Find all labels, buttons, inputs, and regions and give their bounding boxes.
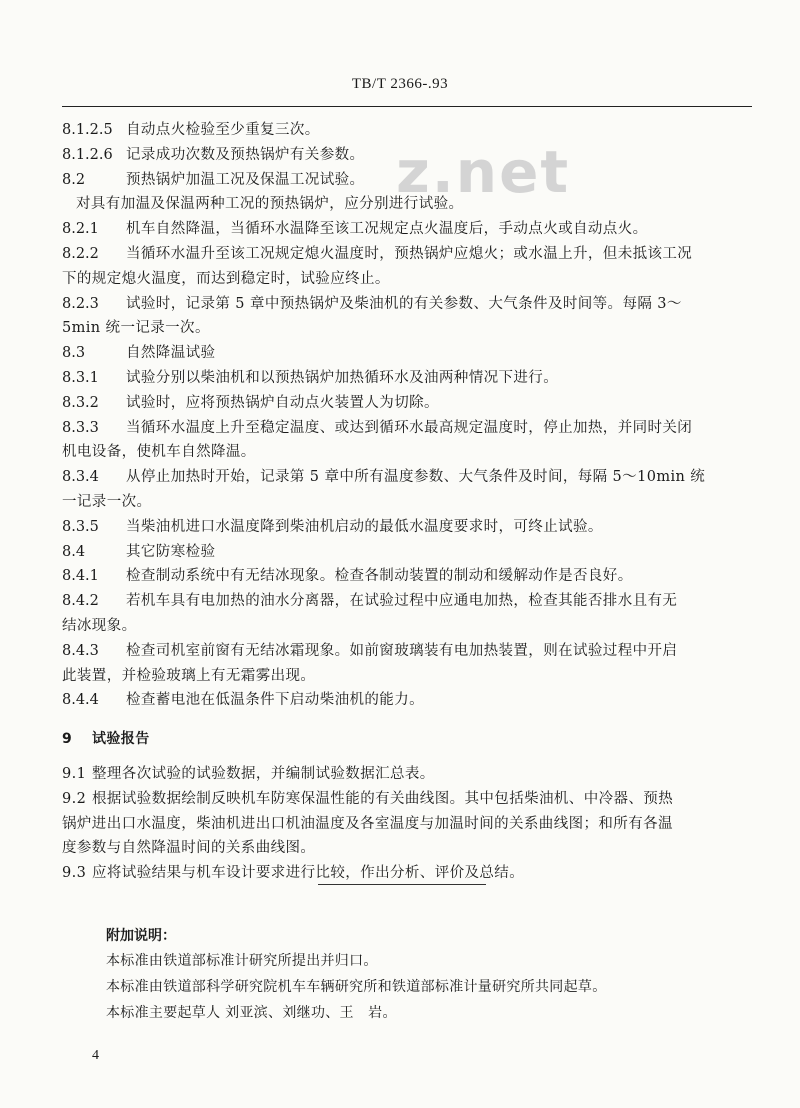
section-9-heading (62, 727, 742, 752)
page-number: 4 (92, 1048, 99, 1063)
paragraph-line (62, 515, 742, 540)
clause-text: 锅炉进出口水温度，柴油机进出口机油温度及各室温度与加温时间的关系曲线图；和所有各温 (62, 815, 673, 832)
paragraph-line (62, 762, 742, 787)
paragraph-line (62, 639, 742, 664)
clause-text: 机电设备，使机车自然降温。 (62, 444, 256, 461)
clause-number: 8.4 (62, 543, 86, 560)
section-title: 试验报告 (92, 731, 150, 748)
paragraph-line (62, 416, 742, 441)
clause-number: 8.3.5 (62, 518, 99, 535)
clause-text: 机车自然降温，当循环水温降至该工况规定点火温度后，手动点火或自动点火。 (126, 221, 648, 238)
clause-number: 8.2.1 (62, 221, 99, 238)
paragraph-line (62, 366, 742, 391)
paragraph-line (62, 267, 742, 292)
clause-number: 8.2 (62, 171, 86, 188)
clause-text: 根据试验数据绘制反映机车防寒保温性能的有关曲线图。其中包括柴油机、中冷器、预热 (92, 790, 674, 807)
clause-text: 检查蓄电池在低温条件下启动柴油机的能力。 (126, 692, 424, 709)
clause-text: 当柴油机进口水温度降到柴油机启动的最低水温度要求时，可终止试验。 (126, 518, 603, 535)
clause-text: 若机车具有电加热的油水分离器，在试验过程中应通电加热，检查其能否排水且有无 (126, 593, 678, 610)
paragraph-line (62, 341, 742, 366)
notes-line: 本标准主要起草人 刘亚滨、刘继功、王 岩。 (106, 1005, 397, 1021)
clause-text: 自然降温试验 (126, 345, 216, 362)
paragraph-line (62, 316, 742, 341)
clause-number: 8.4.4 (62, 692, 99, 709)
clause-number: 8.3.3 (62, 419, 99, 436)
section-number: 9 (62, 731, 73, 748)
paragraph-line (62, 664, 742, 689)
paragraph-line (62, 490, 742, 515)
clause-text: 下的规定熄火温度，而达到稳定时，试验应终止。 (62, 270, 390, 287)
paragraph-line (62, 861, 742, 886)
clause-number: 8.4.1 (62, 568, 99, 585)
paragraph-line (62, 168, 742, 193)
header-divider (62, 106, 752, 107)
clause-text: 度参数与自然降温时间的关系曲线图。 (62, 840, 316, 857)
paragraph-line (62, 217, 742, 242)
paragraph-line (62, 836, 742, 861)
clause-text: 对具有加温及保温两种工况的预热锅炉，应分别进行试验。 (76, 196, 464, 213)
paragraph-line (62, 242, 742, 267)
clause-text: 整理各次试验的试验数据，并编制试验数据汇总表。 (92, 765, 435, 782)
clause-number: 8.2.3 (62, 295, 99, 312)
clause-text: 其它防寒检验 (126, 543, 216, 560)
paragraph-line (62, 440, 742, 465)
clause-text: 试验时，记录第 5 章中预热锅炉及柴油机的有关参数、大气条件及时间等。每隔 3～ (126, 295, 682, 312)
standard-code: TB/T 2366-.93 (351, 76, 449, 92)
clause-text: 检查司机室前窗有无结冰霜现象。如前窗玻璃装有电加热装置，则在试验过程中开启 (126, 642, 678, 659)
paragraph-line (62, 540, 742, 565)
notes-line: 本标准由铁道部标准计研究所提出并归口。 (106, 953, 378, 969)
clause-text: 应将试验结果与机车设计要求进行比较，作出分析、评价及总结。 (92, 865, 525, 882)
watermark: z.net (396, 138, 571, 206)
clause-text: 检查制动系统中有无结冰现象。检查各制动装置的制动和缓解动作是否良好。 (126, 568, 633, 585)
clause-number: 9.1 (62, 765, 87, 782)
paragraph-line (62, 118, 742, 143)
clause-text: 试验时，应将预热锅炉自动点火装置人为切除。 (126, 394, 439, 411)
clause-number: 9.2 (62, 790, 87, 807)
notes-line: 本标准由铁道部科学研究院机车车辆研究所和铁道部标准计量研究所共同起草。 (106, 979, 607, 995)
clause-number: 9.3 (62, 865, 87, 882)
end-divider (318, 884, 486, 885)
clause-number: 8.3.1 (62, 369, 99, 386)
clause-text: 此装置，并检验玻璃上有无霜雾出现。 (62, 667, 316, 684)
clause-number: 8.1.2.6 (62, 146, 113, 163)
paragraph-line (62, 143, 742, 168)
clause-number: 8.3 (62, 345, 86, 362)
paragraph-line (62, 688, 742, 713)
clause-text: 试验分别以柴油机和以预热锅炉加热循环水及油两种情况下进行。 (126, 369, 559, 386)
clause-text: 预热锅炉加温工况及保温工况试验。 (126, 171, 365, 188)
clause-number: 8.1.2.5 (62, 122, 113, 138)
clause-text: 记录成功次数及预热锅炉有关参数。 (126, 146, 365, 163)
paragraph-line (62, 589, 742, 614)
clause-text: 一记录一次。 (62, 493, 152, 510)
paragraph-line (62, 391, 742, 416)
clause-number: 8.3.2 (62, 394, 99, 411)
notes-title: 附加说明： (106, 928, 176, 944)
clause-text: 结冰现象。 (62, 617, 137, 634)
clause-number: 8.2.2 (62, 245, 99, 262)
additional-notes (106, 924, 607, 1026)
paragraph-line (62, 465, 742, 490)
clause-text: 5min 统一记录一次。 (62, 320, 210, 337)
paragraph-line (62, 292, 742, 317)
clause-number: 8.4.2 (62, 593, 99, 610)
paragraph-line (62, 192, 742, 217)
clause-number: 8.3.4 (62, 469, 99, 486)
document-body (62, 118, 742, 886)
paragraph-line (62, 812, 742, 837)
paragraph-line (62, 564, 742, 589)
clause-number: 8.4.3 (62, 642, 99, 659)
paragraph-line (62, 787, 742, 812)
clause-text: 当循环水温度上升至稳定温度、或达到循环水最高规定温度时，停止加热，并同时关闭 (126, 419, 693, 436)
clause-text: 从停止加热时开始，记录第 5 章中所有温度参数、大气条件及时间，每隔 5～10min 统 (126, 469, 706, 486)
clause-text: 当循环水温升至该工况规定熄火温度时，预热锅炉应熄火；或水温上升，但未抵该工况 (126, 245, 693, 262)
paragraph-line (62, 614, 742, 639)
clause-text: 自动点火检验至少重复三次。 (126, 122, 320, 138)
